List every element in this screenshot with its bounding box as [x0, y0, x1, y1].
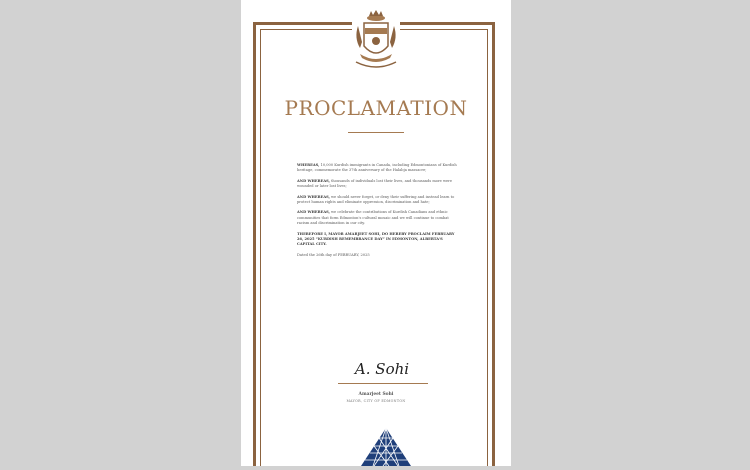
paragraph-4: AND WHEREAS, we celebrate the contributions of Kurdish Canadians and ethnic communities that form Edmonton's cultural mosaic and we will continue to combat racism and discrimination in our city. [297, 210, 449, 226]
city-logo-icon [361, 428, 411, 466]
signatory-title: MAYOR, CITY OF EDMONTON [346, 399, 406, 403]
signature: A. Sohi [354, 360, 410, 378]
proclamation-sheet [241, 0, 511, 466]
proclamation-body [297, 163, 460, 263]
signatory-name: Amarjeet Sohi [358, 392, 394, 397]
signature-line [338, 383, 428, 384]
crest-icon [352, 8, 400, 72]
title-divider [348, 132, 404, 133]
paragraph-2: AND WHEREAS, thousands of individuals lost their lives, and thousands more were wounded or later lost lives; [297, 178, 452, 189]
paragraph-proclaim: THEREFORE I, MAYOR AMARJEET SOHI, DO HEREBY PROCLAIM FEBRUARY 26, 2025 “KURDISH REMEMBRANCE DAY” IN EDMONTON, ALBERTA'S CAPITAL CITY. [297, 231, 455, 247]
paragraph-3: AND WHEREAS, we should never forget, or deny their suffering and instead learn to protect human rights and eliminate oppression, discrimination and hate; [297, 194, 455, 205]
paragraph-dated: Dated the 26th day of FEBRUARY, 2025 [297, 252, 370, 257]
paragraph-1: WHEREAS, 10,000 Kurdish immigrants in Canada, including Edmontonians of Kurdish heritage, commemorate the 37th anniversary of the Halabja massacre; [297, 163, 457, 173]
document-title: PROCLAMATION [284, 96, 468, 120]
